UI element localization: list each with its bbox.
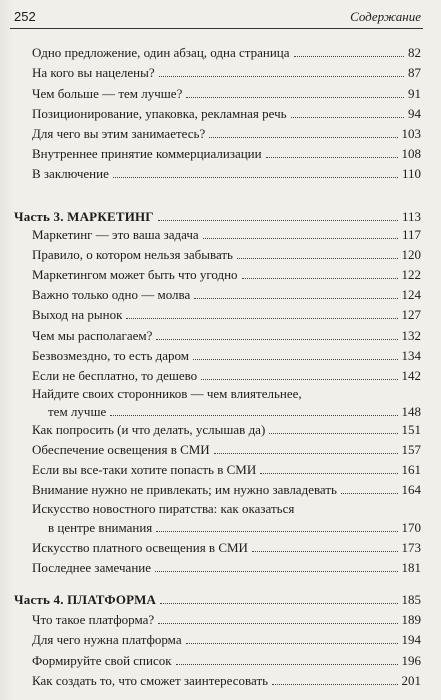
dot-leader — [186, 642, 398, 644]
toc-entry — [32, 499, 421, 516]
toc-entry-title: Правило, о котором нельзя забывать — [32, 247, 233, 262]
toc-entry — [32, 305, 421, 322]
toc-entry — [48, 518, 421, 535]
toc-entry-title: тем лучше — [48, 404, 107, 419]
toc-entry — [48, 402, 421, 419]
running-header — [10, 6, 423, 29]
toc-entry-page: 170 — [401, 520, 421, 535]
dot-leader — [194, 297, 397, 299]
toc-entry — [32, 346, 421, 363]
toc-entry-title: Одно предложение, один абзац, одна страница — [32, 45, 290, 60]
toc-entry-title: Обеспечение освещения в СМИ — [32, 442, 210, 457]
dot-leader — [269, 432, 397, 434]
toc-entry-title: Внимание нужно не привлекать; им нужно завладевать — [32, 482, 337, 497]
toc-entry-page: 87 — [408, 65, 421, 80]
dot-leader — [201, 378, 397, 380]
toc-entry-title: На кого вы нацелены? — [32, 65, 155, 80]
toc-entry — [32, 671, 421, 688]
toc-entry-page: 122 — [401, 267, 421, 282]
toc-entry-page: 164 — [401, 482, 421, 497]
toc-entry — [32, 225, 421, 242]
toc-entry-title: Если вы все-таки хотите попасть в СМИ — [32, 462, 257, 477]
toc-entry-title: Что такое платформа? — [32, 612, 155, 627]
dot-leader — [156, 338, 397, 340]
toc-entry-page: 113 — [401, 209, 421, 224]
toc-entry — [32, 43, 421, 60]
toc-entry-page: 185 — [401, 592, 421, 607]
toc-entry — [32, 104, 421, 121]
toc-entry-title: Выход на рынок — [32, 307, 123, 322]
toc-entry-title: Формируйте свой список — [32, 653, 172, 668]
dot-leader — [155, 570, 398, 572]
dot-leader — [214, 452, 398, 454]
toc-entry-title: Если не бесплатно, то дешево — [32, 368, 198, 383]
toc-entry-page: 91 — [408, 86, 421, 101]
toc-entry-page: 161 — [401, 462, 421, 477]
toc-entry-page: 82 — [408, 45, 421, 60]
dot-leader — [126, 317, 397, 319]
dot-leader — [156, 530, 397, 532]
dot-leader — [186, 96, 404, 98]
toc-entry-page: 148 — [401, 404, 421, 419]
toc-entry — [32, 630, 421, 647]
toc-entry-title: Часть 4. ПЛАТФОРМА — [14, 592, 157, 607]
toc-entry-title: Безвозмездно, то есть даром — [32, 348, 190, 363]
toc-entry — [32, 144, 421, 161]
toc-entry-page: 173 — [401, 540, 421, 555]
dot-leader — [158, 622, 397, 624]
toc-entry-title: Чем больше — тем лучше? — [32, 86, 183, 101]
toc-entry-title: Для чего вы этим занимаетесь? — [32, 126, 206, 141]
toc-entry-page: 103 — [401, 126, 421, 141]
toc-entry-page: 157 — [401, 442, 421, 457]
dot-leader — [193, 358, 397, 360]
dot-leader — [341, 492, 398, 494]
toc-entry-page: 132 — [401, 328, 421, 343]
toc-entry-page: 151 — [401, 422, 421, 437]
toc-entry — [32, 326, 421, 343]
dot-leader — [209, 136, 397, 138]
toc-entry-title: Искусство платного освещения в СМИ — [32, 540, 248, 555]
toc-entry — [32, 538, 421, 555]
toc-entry-page: 181 — [401, 560, 421, 575]
section-title: Содержание — [350, 9, 421, 24]
toc-entry-title: В заключение — [32, 166, 109, 181]
toc-entry-page: 120 — [401, 247, 421, 262]
dot-leader — [291, 116, 404, 118]
toc-entry-title: Найдите своих сторонников — чем влиятельнее, — [32, 386, 302, 401]
toc-entry-title: Внутреннее принятие коммерциализации — [32, 146, 262, 161]
toc-entry — [32, 285, 421, 302]
toc-entry-title: Маркетингом может быть что угодно — [32, 267, 238, 282]
toc-entry-page: 201 — [401, 673, 421, 688]
toc-entry-title: Важно только одно — молва — [32, 287, 191, 302]
toc-entry-page: 110 — [401, 166, 421, 181]
dot-leader — [252, 550, 398, 552]
toc-entry — [32, 558, 421, 575]
toc-entry-title: Последнее замечание — [32, 560, 151, 575]
dot-leader — [203, 237, 398, 239]
toc-entry-title: в центре внимания — [48, 520, 153, 535]
toc-entry — [32, 610, 421, 627]
dot-leader — [242, 277, 398, 279]
toc-entry — [32, 84, 421, 101]
toc-entry-title: Часть 3. МАРКЕТИНГ — [14, 209, 154, 224]
dot-leader — [294, 55, 404, 57]
toc-entry-title: Позиционирование, упаковка, рекламная речь — [32, 106, 287, 121]
toc-entry-page: 142 — [401, 368, 421, 383]
toc-entry-page: 196 — [401, 653, 421, 668]
toc-entry-page: 108 — [401, 146, 421, 161]
toc-entry-title: Чем мы располагаем? — [32, 328, 153, 343]
toc-entry-page: 124 — [401, 287, 421, 302]
dot-leader — [237, 257, 398, 259]
toc-part-heading — [14, 207, 421, 224]
page-number: 252 — [14, 9, 36, 24]
toc-entry-title: Как создать то, что сможет заинтересовать — [32, 673, 269, 688]
toc-entry — [32, 245, 421, 262]
toc-entry-title: Для чего нужна платформа — [32, 632, 182, 647]
toc-entry-page: 127 — [401, 307, 421, 322]
dot-leader — [176, 663, 398, 665]
toc-entry — [32, 651, 421, 668]
toc-entry — [32, 63, 421, 80]
dot-leader — [160, 602, 397, 604]
toc-entry — [32, 384, 421, 401]
dot-leader — [159, 75, 404, 77]
toc-entry — [32, 460, 421, 477]
toc-entry-title: Искусство новостного пиратства: как оказаться — [32, 501, 295, 516]
toc-entry — [32, 366, 421, 383]
toc-entry-title: Маркетинг — это ваша задача — [32, 227, 199, 242]
dot-leader — [266, 156, 398, 158]
dot-leader — [272, 683, 397, 685]
toc-entry-page: 189 — [401, 612, 421, 627]
toc-entry — [32, 440, 421, 457]
dot-leader — [113, 176, 398, 178]
toc-entry-page: 94 — [408, 106, 421, 121]
toc-entry — [32, 164, 421, 181]
toc-entry — [32, 124, 421, 141]
dot-leader — [158, 219, 398, 221]
toc-entry-page: 134 — [401, 348, 421, 363]
toc-entry — [32, 265, 421, 282]
toc-entry-page: 117 — [401, 227, 421, 242]
dot-leader — [260, 472, 397, 474]
toc-entry — [32, 480, 421, 497]
toc-entry-title: Как попросить (и что делать, услышав да) — [32, 422, 266, 437]
dot-leader — [110, 414, 397, 416]
toc-part-heading — [14, 590, 421, 607]
toc-entry-page: 194 — [401, 632, 421, 647]
toc-entry — [32, 420, 421, 437]
